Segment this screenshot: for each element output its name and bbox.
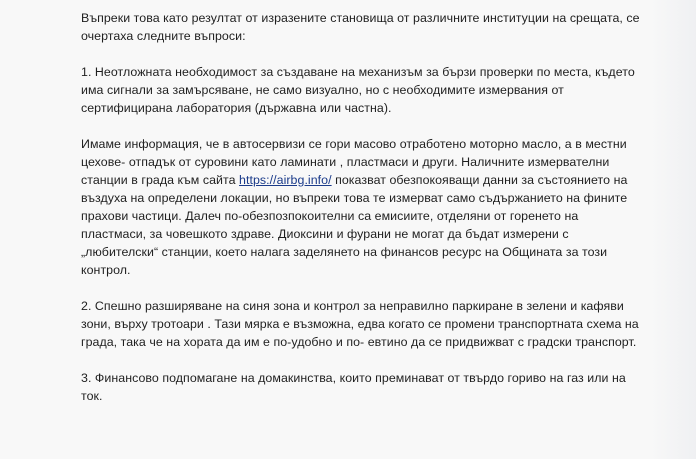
text-line: зони, върху тротоари . Тази мярка е възможна, едва когато се промени транспортната схема на — [81, 317, 639, 331]
text-fragment: показват обезпокояващи данни за състоянието на — [331, 173, 628, 187]
text-line: Имаме информация, че в автосервизи се гори масово отработено моторно масло, а в местни — [81, 137, 627, 151]
airbg-link[interactable]: https://airbg.info/ — [239, 173, 332, 187]
text-line: 3. Финансово подпомагане на домакинства, които преминават от твърдо гориво на газ или на — [81, 371, 626, 385]
text-line: има сигнали за замърсяване, не само визуално, но с необходимите измервания от — [81, 83, 564, 97]
text-line: пластмаси, за човешкото здраве. Диоксини и фурани не могат да бъдат измерени с — [81, 227, 569, 241]
text-line-with-link — [81, 171, 681, 189]
text-line: цехове- отпадък от суровини като ламинати , пластмаси и други. Наличните измервателни — [81, 155, 610, 169]
text-line: очертаха следните въпроси: — [81, 29, 246, 43]
intro-paragraph — [81, 9, 681, 45]
text-fragment: станции в града към сайта — [81, 173, 240, 187]
paragraph-gap — [81, 45, 681, 63]
text-line: града, така че на хората да им е по-удобно и по- евтино да се придвижват с градски транспорт. — [81, 335, 637, 349]
point-1-paragraph — [81, 63, 681, 117]
point-3-paragraph — [81, 369, 681, 405]
information-paragraph — [81, 135, 681, 279]
paragraph-gap — [81, 279, 681, 297]
paragraph-gap — [81, 117, 681, 135]
text-line: прахови частици. Далеч по-обезпозпокоителни са емисиите, отделяни от горенето на — [81, 209, 579, 223]
point-2-paragraph — [81, 297, 681, 351]
text-line: Въпреки това като резултат от изразените становища от различните институции на срещата, се — [81, 11, 640, 25]
text-line: контрол. — [81, 263, 131, 277]
text-line: ток. — [81, 389, 103, 403]
text-line: въздуха на определени локации, но въпреки това те измерват само съдържанието на фините — [81, 191, 628, 205]
paragraph-gap — [81, 351, 681, 369]
text-line: 2. Спешно разширяване на синя зона и контрол за неправилно паркиране в зелени и кафяви — [81, 299, 624, 313]
text-line: „любителски“ станции, което налага заделянето на финансов ресурс на Общината за този — [81, 245, 608, 259]
text-line: сертифицирана лаборатория (държавна или частна). — [81, 101, 392, 115]
document-body — [81, 9, 681, 405]
text-line: 1. Неотложната необходимост за създаване на механизъм за бързи проверки по места, където — [81, 65, 635, 79]
